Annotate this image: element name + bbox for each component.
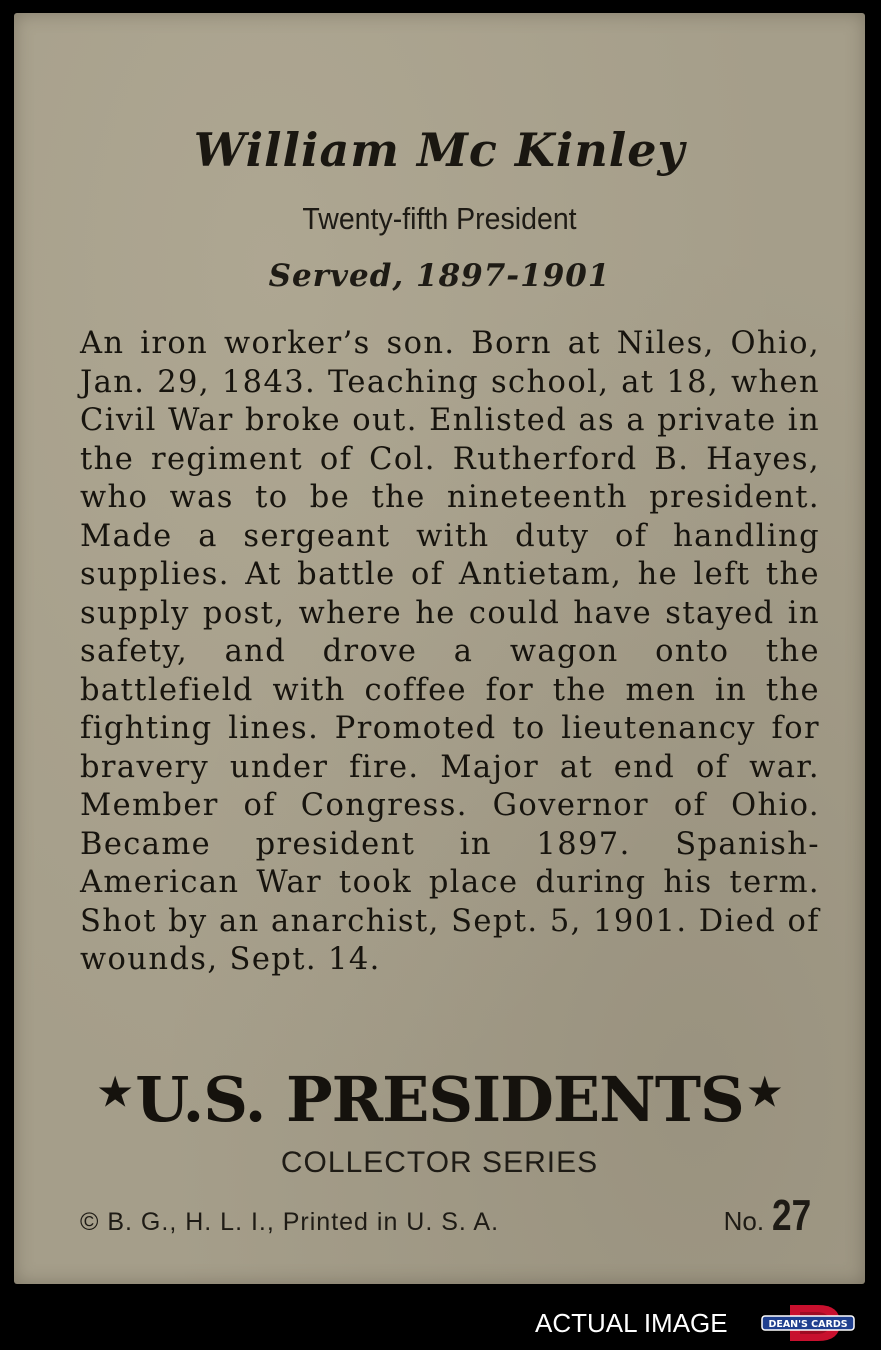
series-title-text: U.S. PRESIDENTS: [135, 1063, 744, 1136]
term-served: Served, 1897-1901: [268, 258, 611, 294]
card-number: [724, 1191, 821, 1241]
svg-text:DEAN'S CARDS: DEAN'S CARDS: [768, 1319, 848, 1330]
president-name: William Mc Kinley: [193, 123, 686, 177]
card-number-label: No.: [723, 1206, 765, 1236]
card-number-value: 27: [772, 1191, 812, 1240]
copyright-notice: © B. G., H. L. I., Printed in U. S. A.: [80, 1208, 500, 1236]
star-icon: ★: [98, 1069, 132, 1114]
series-subtitle: COLLECTOR SERIES: [280, 1146, 599, 1179]
president-ordinal: Twenty-fifth President: [302, 201, 577, 236]
star-icon: ★: [747, 1069, 781, 1114]
biography-text: An iron worker’s son. Born at Niles, Ohio, Jan. 29, 1843. Teaching school, at 18, when Civil War broke out. Enlisted as a private in the regiment of Col. Rutherford B. Hayes, who was to be the nineteenth president. Made a sergeant with duty of handling supplies. At battle of Antietam, he left the supply post, where he could have stayed in safety, and drove a wagon onto the battlefield with coffee for the men in the fighting lines. Promoted to lieutenancy for bravery under fire. Major at end of war. Member of Congress. Governor of Ohio. Became president in 1897. Spanish-American War took place during his term. Shot by an anarchist, Sept. 5, 1901. Died of wounds, Sept. 14.: [80, 326, 820, 977]
trading-card-back: [14, 13, 865, 1284]
series-title: [14, 1063, 865, 1136]
deans-cards-logo: [760, 1303, 856, 1343]
actual-image-label: ACTUAL IMAGE: [535, 1308, 728, 1338]
